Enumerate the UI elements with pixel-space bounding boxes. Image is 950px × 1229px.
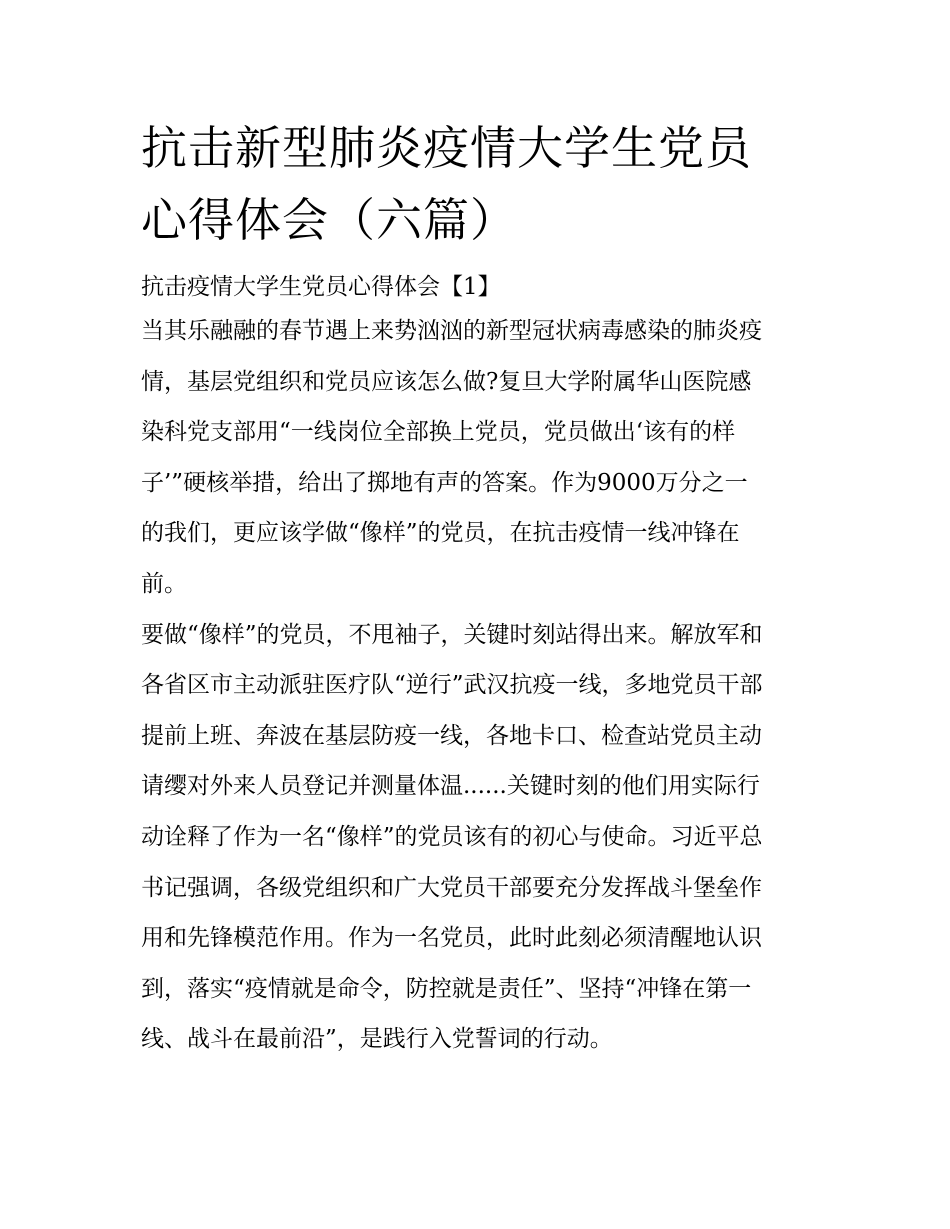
paragraph-2 <box>141 610 813 1065</box>
paragraph-line: 到，落实“疫情就是命令，防控就是责任”、坚持“冲锋在第一 <box>141 975 752 1002</box>
paragraph-line: 前。 <box>141 570 187 597</box>
paragraph-line: 当其乐融融的春节遇上来势汹汹的新型冠状病毒感染的肺炎疫 <box>141 318 762 344</box>
paragraph-line: 用和先锋模范作用。作为一名党员，此时此刻必须清醒地认识 <box>141 925 762 952</box>
title-line: 抗击新型肺炎疫情大学生党员 <box>141 121 752 175</box>
paragraph-line: 书记强调，各级党组织和广大党员干部要充分发挥战斗堡垒作 <box>141 874 762 901</box>
paragraph-1 <box>141 306 813 610</box>
document-content <box>141 112 813 1065</box>
paragraph-line: 线、战斗在最前沿”，是践行入党誓词的行动。 <box>141 1026 613 1053</box>
document-title <box>141 112 813 256</box>
paragraph-line: 染科党支部用“一线岗位全部换上党员，党员做出‘该有的样 <box>141 419 736 446</box>
paragraph-line: 动诠释了作为一名“像样”的党员该有的初心与使命。习近平总 <box>141 823 763 850</box>
paragraph-line: 子’”硬核举措，给出了掷地有声的答案。作为9000万分之一 <box>141 469 748 496</box>
paragraph-line: 情，基层党组织和党员应该怎么做?复旦大学附属华山医院感 <box>141 368 752 395</box>
paragraph-line: 提前上班、奔波在基层防疫一线，各地卡口、检查站党员主动 <box>141 722 762 749</box>
paragraph-line: 要做“像样”的党员，不甩袖子，关键时刻站得出来。解放军和 <box>141 621 763 648</box>
paragraph-line: 请缨对外来人员登记并测量体温......关键时刻的他们用实际行 <box>141 773 760 800</box>
paragraph-line: 各省区市主动派驻医疗队“逆行”武汉抗疫一线，多地党员干部 <box>141 672 763 699</box>
title-line: 心得体会（六篇） <box>141 193 517 247</box>
paragraph-line: 的我们，更应该学做“像样”的党员，在抗击疫情一线冲锋在 <box>141 520 740 547</box>
section-heading: 抗击疫情大学生党员心得体会【1】 <box>141 274 501 300</box>
